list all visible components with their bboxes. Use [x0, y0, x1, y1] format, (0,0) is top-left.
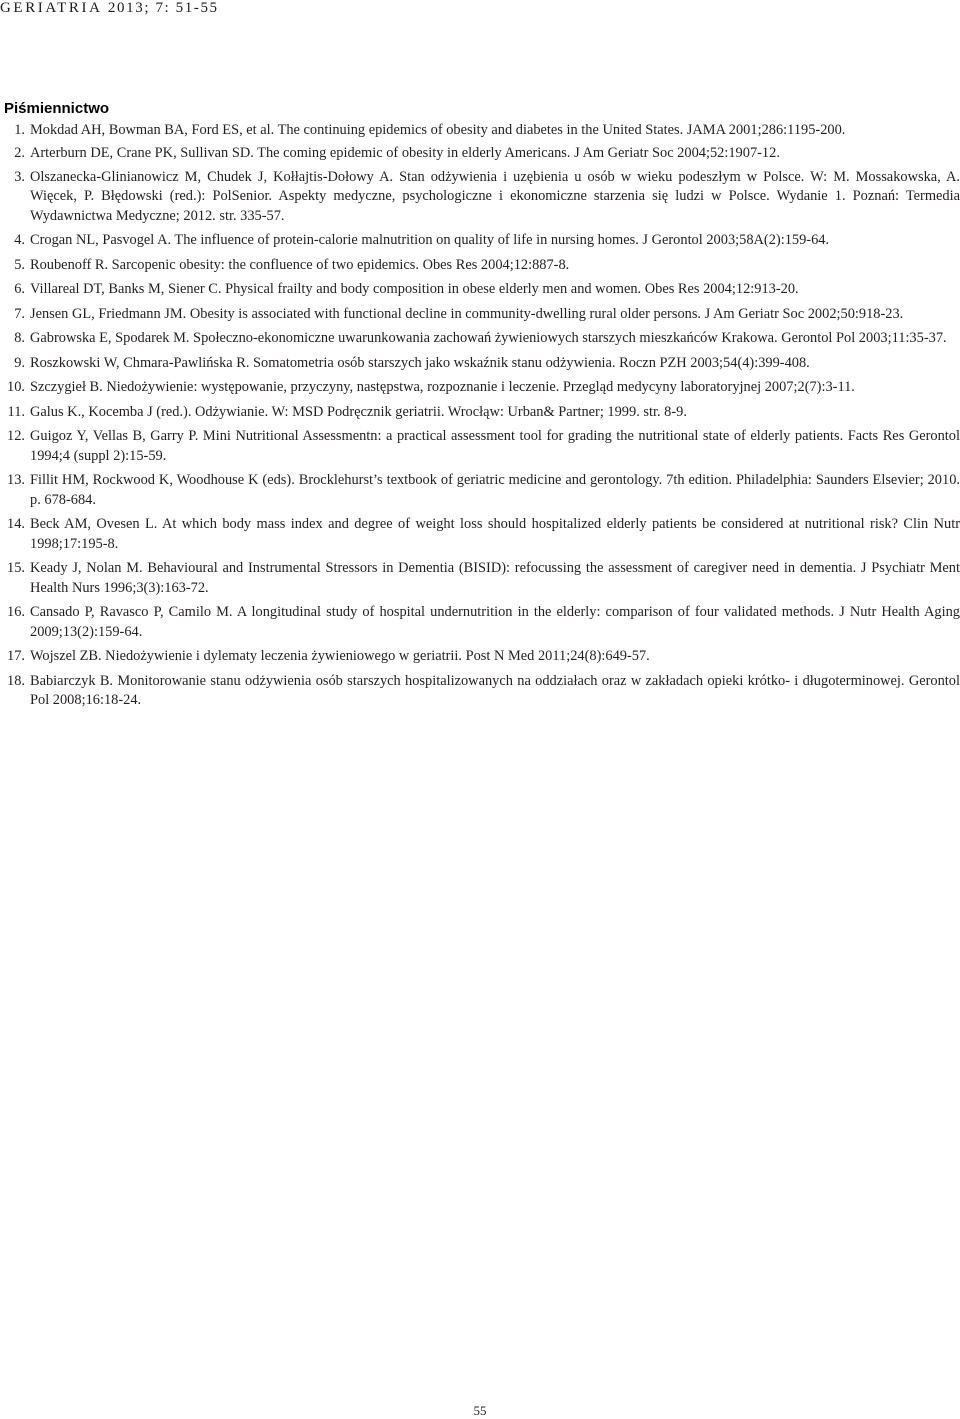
reference-text: Arterburn DE, Crane PK, Sullivan SD. The coming epidemic of obesity in elderly Americans. J Am Geriatr Soc 2004;52:1907-12. [30, 145, 780, 162]
reference-number: 11. [7, 403, 25, 420]
reference-text: Fillit HM, Rockwood K, Woodhouse K (eds). Brocklehurst’s textbook of geriatric medicine and gerontology. 7th edition. Philadelphia: Saunders Elsevier; 2010. p. 678-684. [30, 472, 960, 508]
reference-text: Crogan NL, Pasvogel A. The influence of protein-calorie malnutrition on quality of life in nursing homes. J Gerontol 2003;58A(2):159-64. [30, 232, 830, 249]
reference-item [0, 559, 960, 598]
reference-item [0, 354, 960, 374]
reference-text: Olszanecka-Glinianowicz M, Chudek J, Kołłajtis-Dołowy A. Stan odżywienia i uzębienia u osób w wieku podeszłym w Polsce. W: M. Mossakowska, A. Więcek, P. Błędowski (red.): PolSenior. Aspekty medyczne, psychologiczne i ekonomiczne starzenia się ludzi w Polsce. Wydanie 1. Poznań: Termedia Wydawnictwa Medyczne; 2012. str. 335-57. [30, 168, 960, 224]
reference-number: 5. [14, 256, 25, 273]
reference-text: Wojszel ZB. Niedożywienie i dylematy leczenia żywieniowego w geriatrii. Post N Med 2011;24(8):649-57. [30, 648, 650, 665]
reference-text: Gabrowska E, Spodarek M. Społeczno-ekonomiczne uwarunkowania zachowań żywieniowych starszych mieszkańców Krakowa. Gerontol Pol 2003;11:35-37. [30, 330, 947, 347]
reference-item [0, 121, 960, 141]
reference-number: 14. [7, 516, 25, 533]
reference-item [0, 515, 960, 554]
reference-item [0, 378, 960, 398]
reference-number: 1. [14, 122, 25, 138]
reference-number: 7. [14, 305, 25, 322]
journal-name: GERIATRIA [0, 0, 103, 16]
reference-number: 2. [14, 145, 25, 162]
reference-number: 4. [14, 232, 25, 249]
reference-text: Szczygieł B. Niedożywienie: występowanie, przyczyny, następstwa, rozpoznanie i leczenie. Przegląd medycyny laboratoryjnej 2007;2(7):3-11. [30, 379, 855, 396]
reference-text: Cansado P, Ravasco P, Camilo M. A longitudinal study of hospital undernutrition in the elderly: comparison of four validated methods. J Nutr Health Aging 2009;13(2):159-64. [30, 604, 960, 640]
reference-number: 9. [14, 354, 25, 371]
reference-text: Guigoz Y, Vellas B, Garry P. Mini Nutritional Assessmentn: a practical assessment tool for grading the nutritional state of elderly patients. Facts Res Gerontol 1994;4 (suppl 2):15-59. [30, 428, 960, 464]
reference-text: Galus K., Kocemba J (red.). Odżywianie. W: MSD Podręcznik geriatrii. Wrocłąw: Urban& Partner; 1999. str. 8-9. [30, 403, 687, 420]
reference-text: Villareal DT, Banks M, Siener C. Physical frailty and body composition in obese elderly men and women. Obes Res 2004;12:913-20. [30, 281, 799, 298]
reference-text: Keady J, Nolan M. Behavioural and Instrumental Stressors in Dementia (BISID): refocussing the assessment of caregiver need in dementia. J Psychiatr Ment Health Nurs 1996;3(3):163-72. [30, 560, 960, 596]
reference-number: 8. [14, 330, 25, 347]
reference-item [0, 329, 960, 349]
reference-item [0, 403, 960, 423]
reference-number: 17. [7, 648, 25, 665]
journal-citation: 2013; 7: 51-55 [107, 0, 219, 16]
reference-number: 3. [14, 168, 25, 185]
reference-text: Mokdad AH, Bowman BA, Ford ES, et al. The continuing epidemics of obesity and diabetes in the United States. JAMA 2001;286:1195-200. [30, 122, 846, 138]
reference-item [0, 168, 960, 227]
running-head [0, 0, 219, 17]
reference-number: 13. [7, 472, 25, 489]
reference-number: 15. [7, 560, 25, 577]
reference-number: 12. [7, 428, 25, 445]
reference-item [0, 603, 960, 642]
reference-item [0, 256, 960, 276]
section-heading: Piśmiennictwo [4, 100, 110, 117]
reference-item [0, 280, 960, 300]
reference-item [0, 427, 960, 466]
reference-item [0, 305, 960, 325]
reference-item [0, 647, 960, 667]
reference-item [0, 231, 960, 251]
reference-text: Babiarczyk B. Monitorowanie stanu odżywienia osób starszych hospitalizowanych na oddziałach oraz w zakładach opieki krótko- i długoterminowej. Gerontol Pol 2008;16:18-24. [30, 672, 960, 709]
reference-text: Roubenoff R. Sarcopenic obesity: the confluence of two epidemics. Obes Res 2004;12:887-8. [30, 256, 570, 273]
reference-item [0, 672, 960, 711]
reference-list [0, 121, 960, 716]
reference-item [0, 144, 960, 164]
page-number: 55 [473, 1403, 487, 1418]
reference-number: 10. [7, 379, 25, 396]
reference-number: 18. [7, 672, 25, 689]
reference-text: Roszkowski W, Chmara-Pawlińska R. Somatometria osób starszych jako wskaźnik stanu odżywienia. Roczn PZH 2003;54(4):399-408. [30, 354, 810, 371]
reference-item [0, 471, 960, 510]
reference-number: 6. [14, 281, 25, 298]
reference-number: 16. [7, 604, 25, 621]
reference-text: Jensen GL, Friedmann JM. Obesity is associated with functional decline in community-dwelling rural older persons. J Am Geriatr Soc 2002;50:918-23. [30, 305, 904, 322]
reference-text: Beck AM, Ovesen L. At which body mass index and degree of weight loss should hospitalized elderly patients be considered at nutritional risk? Clin Nutr 1998;17:195-8. [30, 516, 960, 552]
